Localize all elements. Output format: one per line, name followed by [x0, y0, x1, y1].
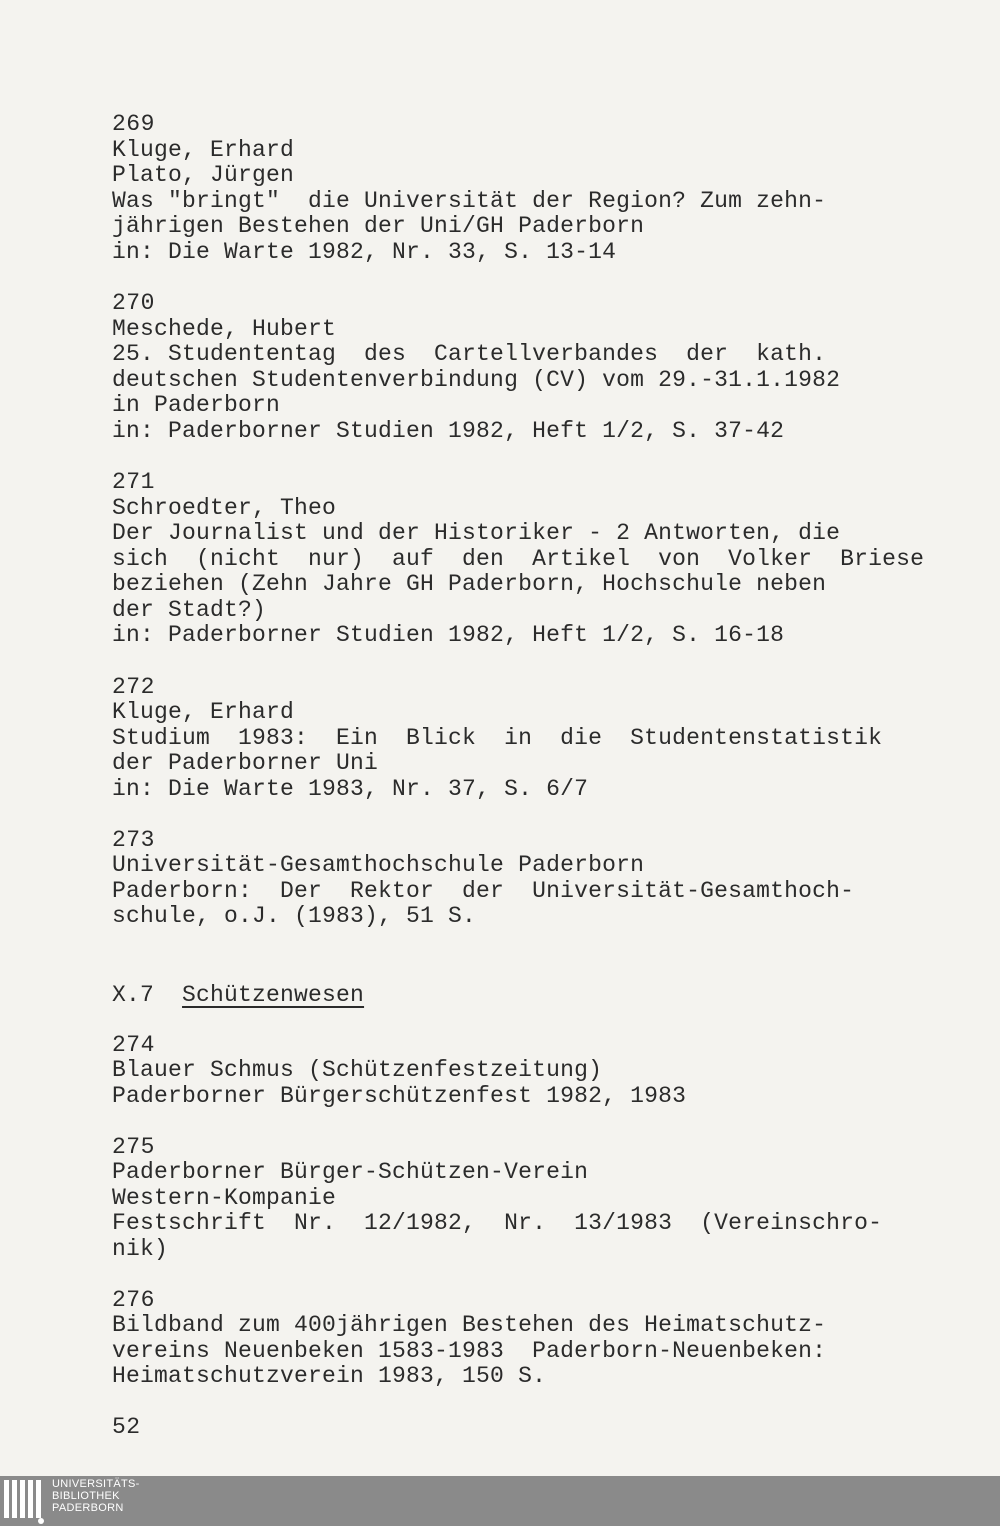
- entry-line: beziehen (Zehn Jahre GH Paderborn, Hochschule neben: [112, 571, 827, 597]
- entry-line: jährigen Bestehen der Uni/GH Paderborn: [112, 213, 645, 239]
- entry-line: Was "bringt" die Universität der Region? Zum zehn-: [112, 188, 827, 214]
- page-number: 52: [112, 1414, 141, 1440]
- section-title: Schützenwesen: [182, 982, 365, 1008]
- entry-line: der Paderborner Uni: [112, 750, 379, 776]
- entry-line: Schroedter, Theo: [112, 495, 337, 521]
- entry-line: Western-Kompanie: [112, 1185, 337, 1211]
- entry-line: nik): [112, 1236, 169, 1262]
- section-heading: [112, 983, 364, 1008]
- entry-number: 274: [112, 1032, 155, 1058]
- section-number: X.7: [112, 982, 155, 1008]
- entry-line: Bildband zum 400jährigen Bestehen des Heimatschutz-: [112, 1312, 827, 1338]
- entry-line: Meschede, Hubert: [112, 316, 337, 342]
- entry-line: Universität-Gesamthochschule Paderborn: [112, 852, 645, 878]
- library-footer-bar: [0, 1476, 1000, 1526]
- entry-line: Paderborner Bürgerschützenfest 1982, 1983: [112, 1083, 687, 1109]
- entry-line: vereins Neuenbeken 1583-1983 Paderborn-Neuenbeken:: [112, 1338, 827, 1364]
- entry-line: schule, o.J. (1983), 51 S.: [112, 903, 477, 929]
- entry-number: 272: [112, 674, 155, 700]
- entry-line: der Stadt?): [112, 597, 267, 623]
- entry-line: in: Paderborner Studien 1982, Heft 1/2, S. 37-42: [112, 418, 785, 444]
- entry-number: 273: [112, 827, 155, 853]
- library-logo-text: [52, 1478, 140, 1514]
- entry-line: in: Die Warte 1982, Nr. 33, S. 13-14: [112, 239, 617, 265]
- entry-line: Blauer Schmus (Schützenfestzeitung): [112, 1057, 603, 1083]
- entry-line: Paderborner Bürger-Schützen-Verein: [112, 1159, 589, 1185]
- logo-line: PADERBORN: [52, 1502, 124, 1514]
- entry-line: Festschrift Nr. 12/1982, Nr. 13/1983 (Vereinschro-: [112, 1210, 883, 1236]
- entry-line: Kluge, Erhard: [112, 699, 295, 725]
- logo-dot-icon: [38, 1518, 44, 1524]
- entry-number: 276: [112, 1287, 155, 1313]
- logo-line: UNIVERSITÄTS-: [52, 1478, 140, 1490]
- entry-line: 25. Studententag des Cartellverbandes der kath.: [112, 341, 827, 367]
- logo-line: BIBLIOTHEK: [52, 1490, 120, 1502]
- entry-line: Plato, Jürgen: [112, 162, 295, 188]
- entry-number: 275: [112, 1134, 155, 1160]
- entry-line: in: Die Warte 1983, Nr. 37, S. 6/7: [112, 776, 589, 802]
- entry-number: 270: [112, 290, 155, 316]
- entry-line: Kluge, Erhard: [112, 137, 295, 163]
- entry-line: in: Paderborner Studien 1982, Heft 1/2, S. 16-18: [112, 622, 785, 648]
- entry-number: 271: [112, 469, 155, 495]
- entry-line: Heimatschutzverein 1983, 150 S.: [112, 1363, 547, 1389]
- entry-number: 269: [112, 111, 155, 137]
- library-logo-icon: [4, 1480, 41, 1520]
- entry-line: in Paderborn: [112, 392, 281, 418]
- entry-line: Paderborn: Der Rektor der Universität-Gesamthoch-: [112, 878, 855, 904]
- entry-line: deutschen Studentenverbindung (CV) vom 29.-31.1.1982: [112, 367, 841, 393]
- entry-line: Der Journalist und der Historiker - 2 Antworten, die: [112, 520, 841, 546]
- entry-line: Studium 1983: Ein Blick in die Studentenstatistik: [112, 725, 883, 751]
- entry-line: sich (nicht nur) auf den Artikel von Volker Briese: [112, 546, 925, 572]
